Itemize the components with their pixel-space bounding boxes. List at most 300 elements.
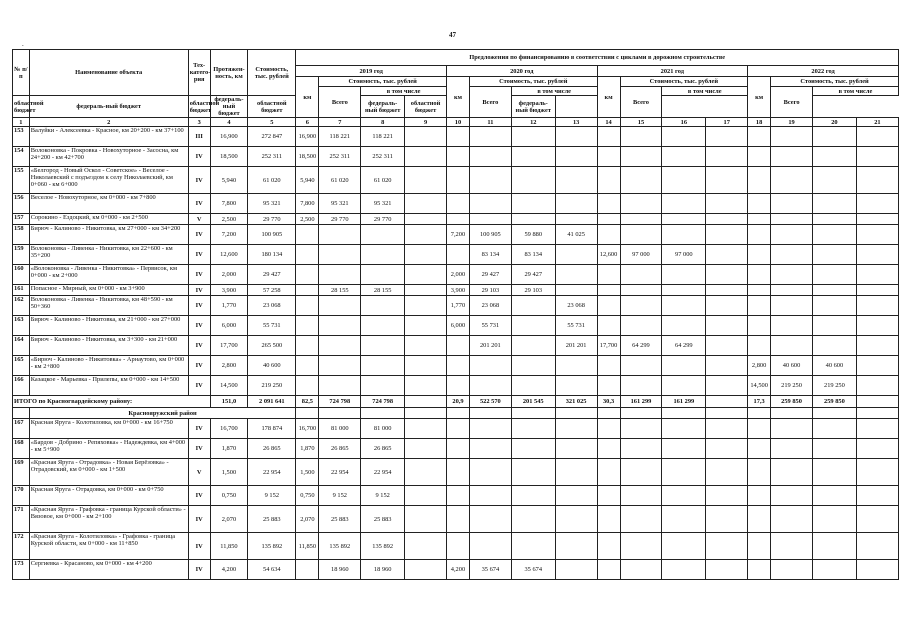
financing-cell: 22 954 xyxy=(361,459,405,486)
financing-cell: 2,000 xyxy=(446,265,469,285)
table-row xyxy=(13,533,899,560)
header-incl: в том числе xyxy=(511,87,597,96)
financing-cell xyxy=(748,486,771,506)
financing-cell xyxy=(771,245,813,265)
financing-cell xyxy=(296,316,319,336)
financing-cell: 1,500 xyxy=(296,459,319,486)
financing-cell: 25 883 xyxy=(361,506,405,533)
financing-cell xyxy=(597,316,620,336)
financing-cell xyxy=(856,127,898,147)
total-cell: 161 299 xyxy=(620,396,662,408)
length-km: 12,600 xyxy=(210,245,248,265)
financing-cell xyxy=(662,506,706,533)
row-number: 168 xyxy=(13,439,30,459)
header-incl: в том числе xyxy=(361,87,447,96)
financing-cell xyxy=(296,560,319,580)
header-incl: в том числе xyxy=(662,87,748,96)
row-number: 155 xyxy=(13,167,30,194)
financing-cell xyxy=(555,356,597,376)
financing-cell xyxy=(748,439,771,459)
object-name: Волоконовка - Ливенка - Никитовка, км 48+590 - км 50+360 xyxy=(29,296,188,316)
header-federal: федераль-ный бюджет xyxy=(210,96,248,118)
financing-cell xyxy=(405,336,447,356)
total-cell: 82,5 xyxy=(296,396,319,408)
category: IV xyxy=(188,194,210,214)
financing-cell xyxy=(812,419,856,439)
length-km: 6,000 xyxy=(210,316,248,336)
financing-cell xyxy=(748,459,771,486)
table-row xyxy=(13,225,899,245)
total-cell: 321 025 xyxy=(555,396,597,408)
category: IV xyxy=(188,376,210,396)
financing-cell xyxy=(296,285,319,296)
financing-cell xyxy=(405,167,447,194)
financing-cell: 2,070 xyxy=(296,506,319,533)
row-number: 165 xyxy=(13,356,30,376)
object-name: «Красная Яруга - Колотиловка» - Графовка - граница Курской области, км 0+000 - км 11+850 xyxy=(29,533,188,560)
financing-cell: 29 770 xyxy=(319,214,361,225)
total-cell: 724 798 xyxy=(361,396,405,408)
financing-cell xyxy=(405,560,447,580)
category: IV xyxy=(188,167,210,194)
financing-cell xyxy=(597,296,620,316)
financing-cell xyxy=(662,225,706,245)
financing-cell xyxy=(662,296,706,316)
financing-cell xyxy=(662,316,706,336)
header-cost: Стоимость, тыс. рублей xyxy=(248,50,296,96)
financing-cell: 219 250 xyxy=(812,376,856,396)
financing-cell: 16,700 xyxy=(296,419,319,439)
column-number: 12 xyxy=(511,118,555,127)
financing-cell xyxy=(662,376,706,396)
financing-cell xyxy=(469,459,511,486)
financing-cell xyxy=(597,356,620,376)
cost-total: 57 258 xyxy=(248,285,296,296)
financing-cell xyxy=(620,486,662,506)
object-name: «Бардов - Добрино - Репяховка» - Надеждевка, км 4+000 - км 5+900 xyxy=(29,439,188,459)
financing-cell xyxy=(620,265,662,285)
financing-cell: 97 000 xyxy=(662,245,706,265)
category: IV xyxy=(188,285,210,296)
financing-cell xyxy=(856,194,898,214)
header-total: Всего xyxy=(620,87,662,118)
financing-cell xyxy=(469,147,511,167)
header-cost-sub: Стоимость, тыс. рублей xyxy=(771,77,899,87)
financing-cell xyxy=(511,214,555,225)
financing-cell: 40 600 xyxy=(771,356,813,376)
category: IV xyxy=(188,419,210,439)
object-name: «Белгород - Новый Оскол - Советское» - Веселое - Николаевский с подъездом к селу Николаевский, км 0+060 - км 6+000 xyxy=(29,167,188,194)
financing-cell xyxy=(597,560,620,580)
financing-cell xyxy=(597,506,620,533)
total-cost: 2 091 641 xyxy=(248,396,296,408)
financing-cell xyxy=(856,560,898,580)
financing-cell xyxy=(511,408,555,419)
table-row xyxy=(13,214,899,225)
financing-cell xyxy=(555,167,597,194)
financing-cell xyxy=(706,316,748,336)
cost-total: 29 427 xyxy=(248,265,296,285)
financing-cell xyxy=(446,408,469,419)
financing-cell xyxy=(361,336,405,356)
table-row xyxy=(13,147,899,167)
category: IV xyxy=(188,245,210,265)
financing-cell xyxy=(361,296,405,316)
financing-cell xyxy=(469,506,511,533)
row-number: 172 xyxy=(13,533,30,560)
financing-cell xyxy=(706,356,748,376)
financing-cell: 3,900 xyxy=(446,285,469,296)
row-number: 164 xyxy=(13,336,30,356)
financing-cell xyxy=(706,533,748,560)
financing-cell xyxy=(748,245,771,265)
header-cost-sub: Стоимость, тыс. рублей xyxy=(469,77,597,87)
financing-cell xyxy=(319,316,361,336)
financing-cell xyxy=(771,408,813,419)
financing-cell xyxy=(856,408,898,419)
financing-cell xyxy=(662,439,706,459)
table-row xyxy=(13,336,899,356)
financing-cell xyxy=(469,167,511,194)
header-federal: федераль-ный бюджет xyxy=(361,96,405,118)
financing-cell xyxy=(812,486,856,506)
financing-cell: 7,200 xyxy=(446,225,469,245)
financing-cell xyxy=(446,439,469,459)
financing-cell xyxy=(662,127,706,147)
financing-cell xyxy=(856,316,898,336)
financing-cell: 6,000 xyxy=(446,316,469,336)
table-row xyxy=(13,265,899,285)
financing-cell xyxy=(469,214,511,225)
financing-cell: 11,850 xyxy=(296,533,319,560)
financing-cell xyxy=(405,459,447,486)
financing-cell: 18 960 xyxy=(361,560,405,580)
total-cell xyxy=(856,396,898,408)
cost-total: 265 500 xyxy=(248,336,296,356)
cost-total: 100 905 xyxy=(248,225,296,245)
financing-cell xyxy=(856,336,898,356)
financing-cell xyxy=(856,356,898,376)
row-number: 160 xyxy=(13,265,30,285)
financing-cell xyxy=(296,356,319,376)
cost-total: 135 892 xyxy=(248,533,296,560)
financing-cell xyxy=(597,533,620,560)
financing-cell xyxy=(405,225,447,245)
table-row xyxy=(13,285,899,296)
financing-cell xyxy=(597,214,620,225)
financing-cell: 17,700 xyxy=(597,336,620,356)
financing-cell xyxy=(319,336,361,356)
district-name: Краснояружский район xyxy=(29,408,296,419)
financing-cell: 29 103 xyxy=(511,285,555,296)
row-number: 166 xyxy=(13,376,30,396)
header-cost-sub: Стоимость, тыс. рублей xyxy=(620,77,748,87)
financing-cell xyxy=(856,376,898,396)
financing-cell xyxy=(469,127,511,147)
page-number: 47 xyxy=(449,31,456,39)
financing-cell xyxy=(812,194,856,214)
financing-cell xyxy=(511,167,555,194)
length-km: 17,700 xyxy=(210,336,248,356)
financing-cell xyxy=(620,408,662,419)
financing-cell xyxy=(511,419,555,439)
column-number: 8 xyxy=(361,118,405,127)
object-name: Валуйки - Алексеевка - Красное, км 20+200 - км 37+100 xyxy=(29,127,188,147)
category: IV xyxy=(188,486,210,506)
financing-cell xyxy=(620,225,662,245)
financing-cell: 64 299 xyxy=(662,336,706,356)
object-name: Бирюч - Калиново - Никитовка, км 27+000 - км 34+200 xyxy=(29,225,188,245)
financing-cell xyxy=(706,560,748,580)
financing-cell: 35 674 xyxy=(469,560,511,580)
financing-cell xyxy=(361,316,405,336)
financing-cell xyxy=(662,486,706,506)
financing-cell: 83 134 xyxy=(469,245,511,265)
financing-cell xyxy=(511,486,555,506)
header-proposals: Предложения по финансированию в соответствии с циклами в дорожном строительстве xyxy=(296,50,899,66)
financing-cell xyxy=(597,127,620,147)
column-number: 20 xyxy=(812,118,856,127)
financing-cell xyxy=(361,408,405,419)
financing-cell xyxy=(597,419,620,439)
financing-cell: 25 883 xyxy=(319,506,361,533)
column-number: 7 xyxy=(319,118,361,127)
financing-cell: 9 152 xyxy=(361,486,405,506)
object-name: «Бирюч - Калиново - Никитовка» - Арнаутово, км 0+000 - км 2+800 xyxy=(29,356,188,376)
financing-cell: 97 000 xyxy=(620,245,662,265)
financing-cell xyxy=(555,265,597,285)
financing-cell: 12,600 xyxy=(597,245,620,265)
financing-cell: 61 020 xyxy=(319,167,361,194)
financing-cell xyxy=(771,225,813,245)
object-name: «Волоконовка - Ливенка - Никитовка» - Первисок, км 0+000 - км 2+000 xyxy=(29,265,188,285)
financing-cell xyxy=(361,356,405,376)
financing-cell: 14,500 xyxy=(748,376,771,396)
financing-cell xyxy=(361,265,405,285)
financing-cell: 201 201 xyxy=(555,336,597,356)
financing-cell xyxy=(597,408,620,419)
financing-cell xyxy=(620,439,662,459)
financing-cell xyxy=(597,147,620,167)
financing-cell xyxy=(405,408,447,419)
financing-cell xyxy=(469,486,511,506)
financing-cell xyxy=(511,376,555,396)
column-number: 19 xyxy=(771,118,813,127)
financing-cell xyxy=(771,296,813,316)
row-number: 156 xyxy=(13,194,30,214)
financing-cell: 23 068 xyxy=(469,296,511,316)
cost-total: 54 634 xyxy=(248,560,296,580)
financing-cell xyxy=(706,459,748,486)
financing-cell xyxy=(361,225,405,245)
financing-cell xyxy=(555,214,597,225)
financing-cell xyxy=(555,245,597,265)
length-km: 16,900 xyxy=(210,127,248,147)
row-number: 158 xyxy=(13,225,30,245)
table-row xyxy=(13,356,899,376)
length-km: 0,750 xyxy=(210,486,248,506)
cost-total: 29 770 xyxy=(248,214,296,225)
financing-cell xyxy=(771,127,813,147)
total-cell: 522 570 xyxy=(469,396,511,408)
financing-cell xyxy=(446,419,469,439)
header-total: Всего xyxy=(469,87,511,118)
financing-cell xyxy=(361,245,405,265)
row-number: 167 xyxy=(13,419,30,439)
financing-cell xyxy=(405,285,447,296)
financing-cell xyxy=(597,225,620,245)
financing-cell xyxy=(597,376,620,396)
financing-cell xyxy=(748,285,771,296)
financing-cell: 95 321 xyxy=(361,194,405,214)
financing-cell xyxy=(662,560,706,580)
financing-cell xyxy=(555,376,597,396)
financing-cell xyxy=(405,214,447,225)
category: IV xyxy=(188,560,210,580)
financing-cell xyxy=(555,194,597,214)
financing-cell xyxy=(812,336,856,356)
length-km: 4,200 xyxy=(210,560,248,580)
financing-cell xyxy=(405,245,447,265)
financing-cell xyxy=(856,225,898,245)
financing-cell xyxy=(662,356,706,376)
financing-cell xyxy=(469,408,511,419)
financing-cell xyxy=(446,336,469,356)
financing-cell xyxy=(511,356,555,376)
financing-cell xyxy=(296,336,319,356)
financing-cell xyxy=(856,245,898,265)
cost-total: 55 731 xyxy=(248,316,296,336)
financing-cell xyxy=(555,408,597,419)
financing-cell xyxy=(706,336,748,356)
financing-cell: 29 427 xyxy=(511,265,555,285)
financing-cell xyxy=(620,419,662,439)
financing-cell xyxy=(555,127,597,147)
financing-cell xyxy=(706,127,748,147)
financing-cell xyxy=(812,459,856,486)
total-cell: 259 850 xyxy=(812,396,856,408)
row-number: 163 xyxy=(13,316,30,336)
financing-cell xyxy=(662,285,706,296)
column-number: 17 xyxy=(706,118,748,127)
category: IV xyxy=(188,265,210,285)
table-row xyxy=(13,419,899,439)
financing-cell xyxy=(620,296,662,316)
financing-cell xyxy=(511,439,555,459)
financing-cell xyxy=(771,560,813,580)
header-total: Всего xyxy=(319,87,361,118)
cost-total: 61 020 xyxy=(248,167,296,194)
financing-cell xyxy=(620,285,662,296)
category: IV xyxy=(188,296,210,316)
column-number: 4 xyxy=(210,118,248,127)
column-number: 10 xyxy=(446,118,469,127)
cost-total: 9 152 xyxy=(248,486,296,506)
financing-cell xyxy=(620,356,662,376)
header-regional: областной бюджет xyxy=(188,96,210,118)
object-name: «Красная Яруга - Графовка - граница Курской области» - Вязовое, км 0+000 - км 2+100 xyxy=(29,506,188,533)
header-regional: областной бюджет xyxy=(405,96,447,118)
table-row xyxy=(13,245,899,265)
total-cell: 201 545 xyxy=(511,396,555,408)
financing-cell: 29 770 xyxy=(361,214,405,225)
financing-cell xyxy=(706,225,748,245)
financing-cell xyxy=(555,459,597,486)
financing-cell xyxy=(555,285,597,296)
financing-cell xyxy=(748,265,771,285)
table-row xyxy=(13,194,899,214)
financing-cell xyxy=(706,147,748,167)
financing-cell xyxy=(856,265,898,285)
financing-cell xyxy=(771,316,813,336)
total-cell xyxy=(706,396,748,408)
object-name: Бирюч - Калиново - Никитовка, км 3+300 - км 21+000 xyxy=(29,336,188,356)
category: V xyxy=(188,459,210,486)
financing-cell xyxy=(405,316,447,336)
financing-cell: 7,800 xyxy=(296,194,319,214)
financing-cell xyxy=(446,376,469,396)
length-km: 1,500 xyxy=(210,459,248,486)
financing-cell: 4,200 xyxy=(446,560,469,580)
financing-cell xyxy=(446,533,469,560)
financing-cell xyxy=(296,265,319,285)
financing-cell xyxy=(319,356,361,376)
financing-cell xyxy=(511,533,555,560)
financing-cell xyxy=(469,439,511,459)
financing-cell xyxy=(511,336,555,356)
financing-cell xyxy=(511,506,555,533)
column-numbers-row xyxy=(13,118,899,127)
category: V xyxy=(188,214,210,225)
financing-cell xyxy=(771,147,813,167)
financing-cell xyxy=(620,147,662,167)
financing-cell xyxy=(361,376,405,396)
cost-total: 22 954 xyxy=(248,459,296,486)
financing-cell xyxy=(812,533,856,560)
cost-total: 180 134 xyxy=(248,245,296,265)
object-name: Бирюч - Калиново - Никитовка, км 21+000 - км 27+000 xyxy=(29,316,188,336)
object-name: Попасное - Мирный, км 0+000 - км 3+900 xyxy=(29,285,188,296)
length-km: 11,850 xyxy=(210,533,248,560)
financing-cell xyxy=(620,376,662,396)
financing-cell xyxy=(771,167,813,194)
table-row xyxy=(13,439,899,459)
financing-cell xyxy=(706,296,748,316)
row-number: 161 xyxy=(13,285,30,296)
financing-cell xyxy=(405,296,447,316)
cost-total: 272 847 xyxy=(248,127,296,147)
financing-cell xyxy=(405,376,447,396)
table-row xyxy=(13,486,899,506)
financing-cell xyxy=(771,439,813,459)
length-km: 2,500 xyxy=(210,214,248,225)
financing-cell: 1,870 xyxy=(296,439,319,459)
financing-cell xyxy=(511,127,555,147)
financing-cell xyxy=(469,356,511,376)
row-number: 169 xyxy=(13,459,30,486)
object-name: Волоконовка - Покровка - Новохуторное - Засосна, км 24+200 - км 42+700 xyxy=(29,147,188,167)
header-year-2020: 2020 год xyxy=(446,66,597,77)
financing-cell xyxy=(446,147,469,167)
financing-cell xyxy=(597,439,620,459)
financing-cell xyxy=(748,296,771,316)
financing-cell xyxy=(296,376,319,396)
financing-cell xyxy=(446,194,469,214)
column-number: 6 xyxy=(296,118,319,127)
column-number: 9 xyxy=(405,118,447,127)
financing-cell xyxy=(856,285,898,296)
financing-table xyxy=(12,49,899,580)
